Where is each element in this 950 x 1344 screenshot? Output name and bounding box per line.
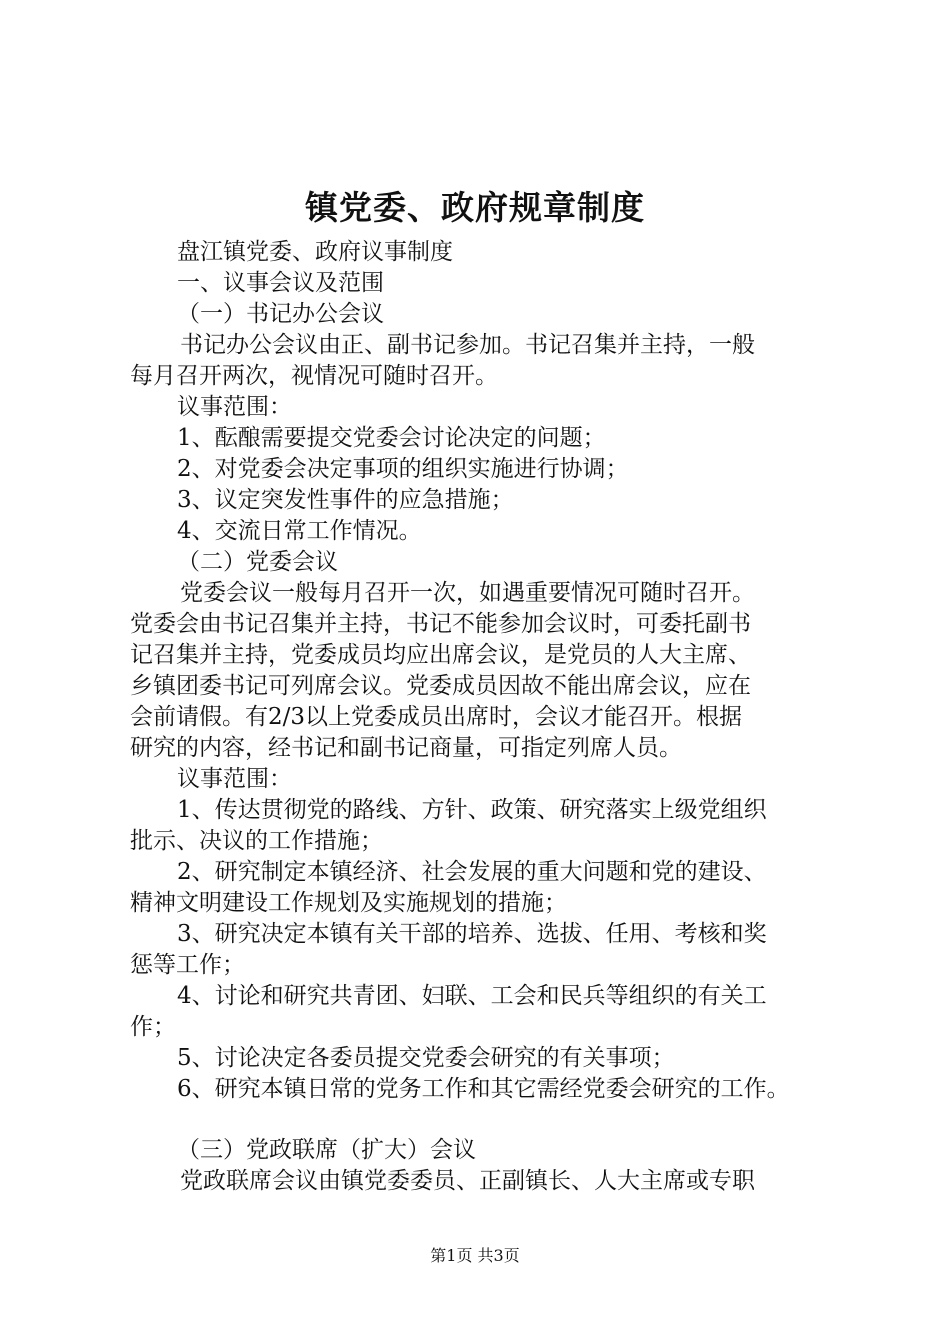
body-line: 1、酝酿需要提交党委会讨论决定的问题； [177,425,606,451]
page-footer: 第1页 共3页 [430,1246,520,1265]
body-line: （三）党政联席（扩大）会议 [177,1137,476,1163]
body-line: （二）党委会议 [177,549,338,575]
document-body [130,237,840,1197]
body-line: 党委会议一般每月召开一次，如遇重要情况可随时召开。 [180,580,755,606]
body-line: 1、传达贯彻党的路线、方针、政策、研究落实上级党组织 [177,797,767,823]
body-line: 3、议定突发性事件的应急措施； [177,487,514,513]
body-line: 书记办公会议由正、副书记参加。书记召集并主持，一般 [180,332,755,358]
body-line: 研究的内容，经书记和副书记商量，可指定列席人员。 [130,735,682,761]
body-line [130,1105,840,1135]
body-line: 作； [130,1014,176,1040]
body-line: 6、研究本镇日常的党务工作和其它需经党委会研究的工作。 [177,1076,790,1102]
body-line: 4、讨论和研究共青团、妇联、工会和民兵等组织的有关工 [177,983,767,1009]
body-line: （一）书记办公会议 [177,301,384,327]
body-line: 5、讨论决定各委员提交党委会研究的有关事项； [177,1045,675,1071]
body-line: 乡镇团委书记可列席会议。党委成员因故不能出席会议，应在 [130,673,751,699]
body-line: 4、交流日常工作情况。 [177,518,422,544]
body-line: 2、研究制定本镇经济、社会发展的重大问题和党的建设、 [177,859,767,885]
body-line: 议事范围： [177,766,292,792]
body-line: 议事范围： [177,394,292,420]
body-line: 党政联席会议由镇党委委员、正副镇长、人大主席或专职 [180,1168,755,1194]
body-line: 盘江镇党委、政府议事制度 [177,239,453,265]
body-line: 每月召开两次，视情况可随时召开。 [130,363,498,389]
body-line: 会前请假。有2/3以上党委成员出席时，会议才能召开。根据 [130,704,743,730]
body-line: 党委会由书记召集并主持，书记不能参加会议时，可委托副书 [130,611,751,637]
body-line: 一、议事会议及范围 [177,270,384,296]
document-title: 镇党委、政府规章制度 [305,188,645,227]
body-line: 记召集并主持，党委成员均应出席会议，是党员的人大主席、 [130,642,751,668]
body-line: 惩等工作； [130,952,245,978]
body-line: 2、对党委会决定事项的组织实施进行协调； [177,456,629,482]
body-line: 精神文明建设工作规划及实施规划的措施； [130,890,567,916]
body-line: 批示、决议的工作措施； [130,828,383,854]
body-line: 3、研究决定本镇有关干部的培养、选拔、任用、考核和奖 [177,921,767,947]
